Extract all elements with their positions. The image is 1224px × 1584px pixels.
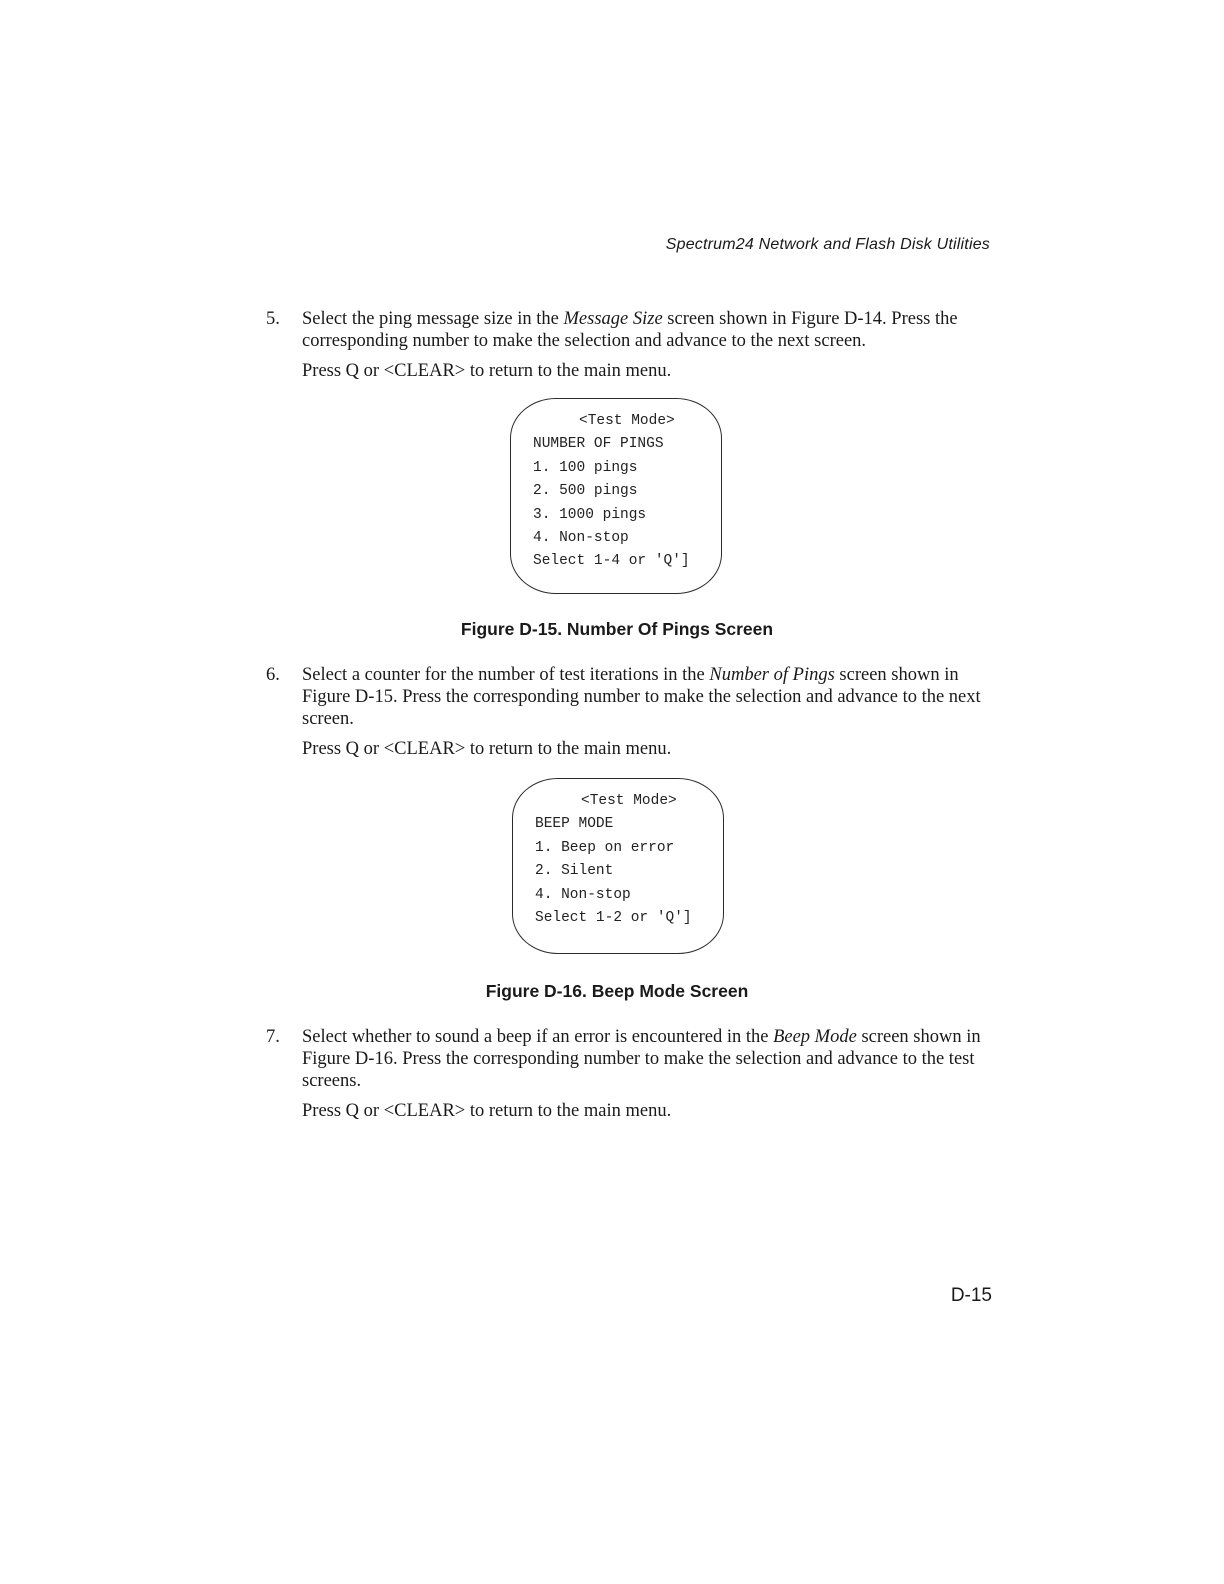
screen-option: 4. Non-stop xyxy=(533,529,629,546)
step-text: Select the ping message size in the Message Size screen shown in Figure D-14. Press the corresponding number to make the selection and advance to the next screen. xyxy=(302,309,958,351)
step-text: Select a counter for the number of test iterations in the Number of Pings screen shown in Figure D-15. Press the corresponding number to make the selection and advance to the next screen. xyxy=(302,665,981,729)
screen-prompt: Select 1-4 or 'Q'] xyxy=(533,553,690,570)
screen-option: 2. 500 pings xyxy=(533,483,638,500)
screen-option: 2. Silent xyxy=(535,863,614,880)
step-number: 7. xyxy=(266,1027,280,1047)
step-7 xyxy=(266,1026,1006,1122)
screen-option: 3. 1000 pings xyxy=(533,506,647,523)
screen-prompt: Select 1-2 or 'Q'] xyxy=(535,909,692,926)
screen-title: <Test Mode> xyxy=(579,413,675,429)
screen-option: 1. 100 pings xyxy=(533,459,638,476)
step-number: 5. xyxy=(266,309,280,329)
press-note: Press Q or <CLEAR> to return to the main menu. xyxy=(302,361,672,381)
screen-heading: BEEP MODE xyxy=(535,816,614,833)
step-text: Select whether to sound a beep if an error is encountered in the Beep Mode screen shown in Figure D-16. Press the corresponding number to make the selection and advance to the test screens. xyxy=(302,1027,981,1091)
running-header: Spectrum24 Network and Flash Disk Utilities xyxy=(665,236,990,253)
screen-heading: NUMBER OF PINGS xyxy=(533,436,664,453)
press-note: Press Q or <CLEAR> to return to the main menu. xyxy=(302,739,672,759)
screen-title: <Test Mode> xyxy=(581,793,677,809)
figure-caption: Figure D-16. Beep Mode Screen xyxy=(485,981,749,1001)
step-number: 6. xyxy=(266,665,280,685)
screen-option: 4. Non-stop xyxy=(535,886,631,903)
press-note: Press Q or <CLEAR> to return to the main menu. xyxy=(302,1101,672,1121)
page-number: D-15 xyxy=(950,1285,992,1306)
screen-option: 1. Beep on error xyxy=(535,839,675,856)
step-5 xyxy=(266,308,1006,382)
figure-caption: Figure D-15. Number Of Pings Screen xyxy=(460,619,774,639)
number-of-pings-screen xyxy=(510,398,722,594)
beep-mode-screen xyxy=(512,778,724,954)
step-6 xyxy=(266,664,1006,760)
